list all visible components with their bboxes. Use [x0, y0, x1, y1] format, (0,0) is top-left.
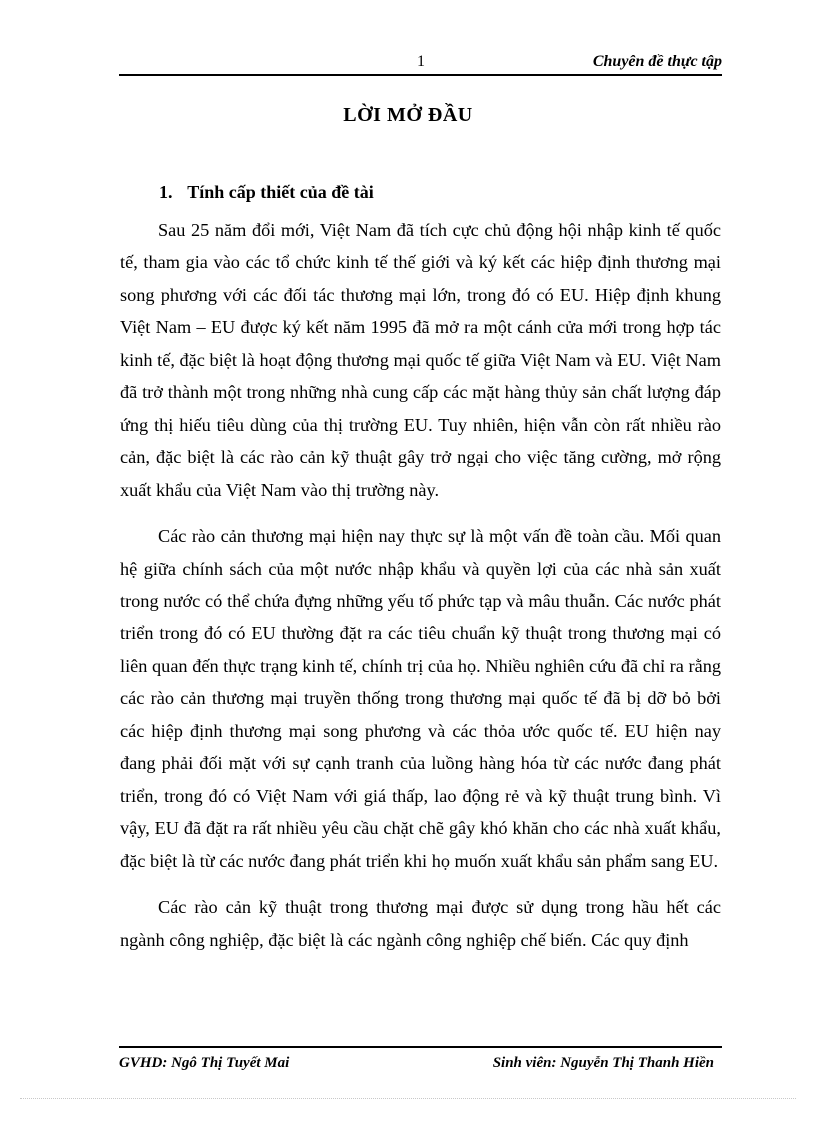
paragraph-1: Sau 25 năm đổi mới, Việt Nam đã tích cực chủ động hội nhập kinh tế quốc tế, tham gia vào các tổ chức kinh tế thế giới và ký kết các hiệp định thương mại song phương với các đối tác thương mại lớn, trong đó có EU. Hiệp định khung Việt Nam – EU được ký kết năm 1995 đã mở ra một cánh cửa mới trong hợp tác kinh tế, đặc biệt là hoạt động thương mại quốc tế giữa Việt Nam và EU. Việt Nam đã trở thành một trong những nhà cung cấp các mặt hàng thủy sản chất lượng đáp ứng thị hiếu tiêu dùng của thị trường EU. Tuy nhiên, hiện vẫn còn rất nhiều rào cản, đặc biệt là các rào cản kỹ thuật gây trở ngại cho việc tăng cường, mở rộng xuất khẩu của Việt Nam vào thị trường này.	[120, 220, 721, 500]
paragraph-2: Các rào cản thương mại hiện nay thực sự là một vấn đề toàn cầu. Mối quan hệ giữa chính sách của một nước nhập khẩu và quyền lợi của các nhà sản xuất trong nước có thể chứa đựng những yếu tố phức tạp và mâu thuẫn. Các nước phát triển trong đó có EU thường đặt ra các tiêu chuẩn kỹ thuật trong thương mại có liên quan đến thực trạng kinh tế, chính trị của họ. Nhiều nghiên cứu đã chỉ ra rằng các rào cản thương mại truyền thống trong thương mại quốc tế đã bị dỡ bỏ bởi các hiệp định thương mại song phương và các thỏa ước quốc tế. EU hiện nay đang phải đối mặt với sự cạnh tranh của luồng hàng hóa từ các nước đang phát triển, trong đó có Việt Nam với giá thấp, lao động rẻ và kỹ thuật trung bình. Vì vậy, EU đã đặt ra rất nhiều yêu cầu chặt chẽ gây khó khăn cho các nhà xuất khẩu, đặc biệt là từ các nước đang phát triển khi họ muốn xuất khẩu sản phẩm sang EU.	[120, 526, 721, 871]
section-heading-text: Tính cấp thiết của đề tài	[187, 182, 374, 202]
body-text	[120, 214, 721, 970]
page-footer	[119, 1046, 722, 1071]
page-number: 1	[417, 53, 425, 70]
section-number: 1.	[159, 182, 173, 202]
footer-student: Sinh viên: Nguyễn Thị Thanh Hiền	[492, 1055, 714, 1071]
document-title: LỜI MỞ ĐẦU	[343, 104, 473, 126]
page-edge-divider	[20, 1098, 796, 1099]
footer-advisor: GVHD: Ngô Thị Tuyết Mai	[119, 1055, 290, 1071]
header-title: Chuyên đề thực tập	[592, 53, 722, 70]
paragraph-3: Các rào cản kỹ thuật trong thương mại được sử dụng trong hầu hết các ngành công nghiệp, đặc biệt là các ngành công nghiệp chế biến. Các quy định	[120, 897, 721, 950]
section-heading	[159, 182, 374, 203]
page-header	[119, 50, 722, 76]
